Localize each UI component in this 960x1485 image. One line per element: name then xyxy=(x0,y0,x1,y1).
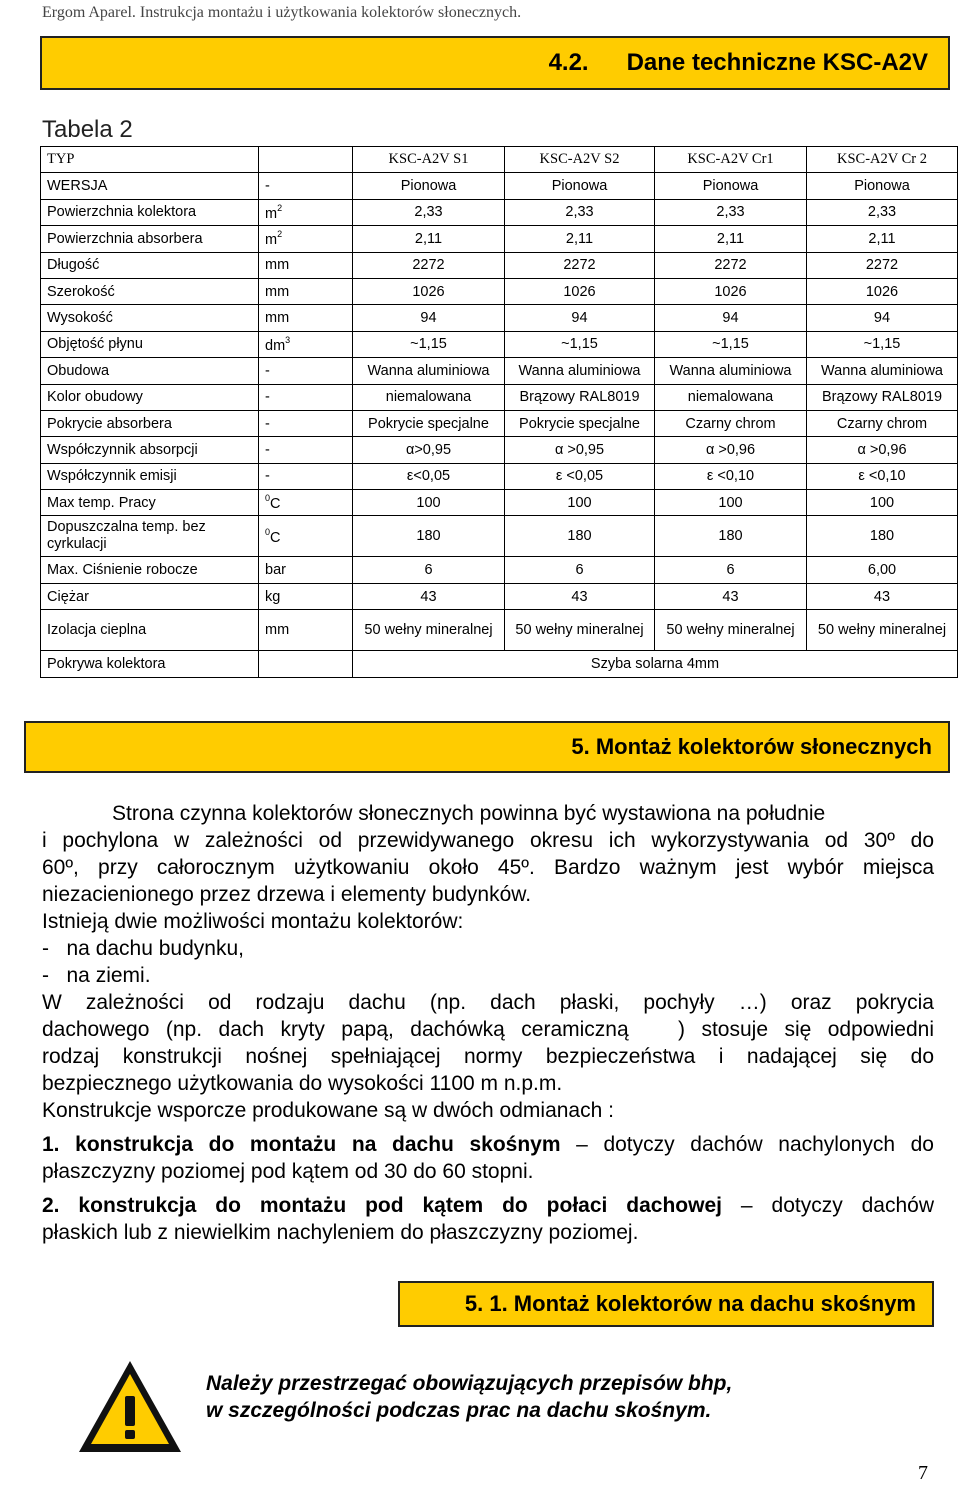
param-label: Współczynnik absorpcji xyxy=(41,437,259,463)
unit-cell: - xyxy=(259,384,353,410)
option-1 xyxy=(42,1131,934,1158)
value-cell: 1026 xyxy=(655,278,807,304)
param-label: Długość xyxy=(41,252,259,278)
unit-cell xyxy=(259,490,353,516)
value-cell: 2,11 xyxy=(353,226,505,252)
value-cell: 180 xyxy=(505,516,655,557)
paragraph-line: płaskich lub z niewielkim nachyleniem do płaszczyzny poziomej. xyxy=(42,1221,639,1244)
value-cell: 2272 xyxy=(655,252,807,278)
value-cell: α >0,96 xyxy=(655,437,807,463)
param-label: Objętość płynu xyxy=(41,331,259,357)
list-item: - na ziemi. xyxy=(42,964,151,987)
value-cell: ~1,15 xyxy=(807,331,958,357)
header-cell xyxy=(259,147,353,173)
value-cell: 180 xyxy=(655,516,807,557)
value-cell: 180 xyxy=(353,516,505,557)
value-cell: 43 xyxy=(807,583,958,609)
value-cell: Pionowa xyxy=(353,173,505,199)
option-2-title: 2. konstrukcja do montażu pod kątem do połaci dachowej xyxy=(42,1194,722,1217)
value-cell: 100 xyxy=(655,490,807,516)
value-cell: 1026 xyxy=(505,278,655,304)
header-cell: KSC-A2V Cr1 xyxy=(655,147,807,173)
value-cell: Czarny chrom xyxy=(655,410,807,436)
value-cell: niemalowana xyxy=(353,384,505,410)
unit-text: C xyxy=(270,529,281,546)
table-row xyxy=(41,651,958,677)
value-cell: 2,33 xyxy=(353,199,505,225)
paragraph-line: bezpiecznego użytkowania do wysokości 1100 m n.p.m. xyxy=(42,1072,563,1095)
paragraph-line: rodzaj konstrukcji nośnej spełniającej normy bezpieczeństwa i nadającej się do xyxy=(42,1045,934,1068)
unit-superscript: 0 xyxy=(265,526,271,537)
param-label: Obudowa xyxy=(41,358,259,384)
value-cell: 94 xyxy=(505,305,655,331)
value-cell: 100 xyxy=(505,490,655,516)
value-cell: 6 xyxy=(505,557,655,583)
value-cell: 6 xyxy=(655,557,807,583)
unit-cell: kg xyxy=(259,583,353,609)
table-row xyxy=(41,358,958,384)
section-title: 5. Montaż kolektorów słonecznych xyxy=(571,734,932,759)
value-cell: Wanna aluminiowa xyxy=(505,358,655,384)
list-item: - na dachu budynku, xyxy=(42,937,244,960)
value-cell: 6,00 xyxy=(807,557,958,583)
table-row xyxy=(41,583,958,609)
table-row xyxy=(41,226,958,252)
table-row xyxy=(41,516,958,557)
value-cell: 94 xyxy=(807,305,958,331)
warning-text xyxy=(206,1370,732,1424)
header-cell: KSC-A2V S2 xyxy=(505,147,655,173)
section-4-2-banner xyxy=(40,36,950,90)
value-cell: 50 wełny mineralnej xyxy=(505,610,655,651)
value-cell: Pionowa xyxy=(807,173,958,199)
unit-cell: - xyxy=(259,173,353,199)
value-cell: niemalowana xyxy=(655,384,807,410)
table-row xyxy=(41,331,958,357)
param-label: Ciężar xyxy=(41,583,259,609)
value-cell: 50 wełny mineralnej xyxy=(807,610,958,651)
unit-superscript: 2 xyxy=(277,229,283,240)
table-row xyxy=(41,305,958,331)
table-row xyxy=(41,490,958,516)
value-cell: 2,11 xyxy=(505,226,655,252)
paragraph-line: i pochylona w zależności od przewidywanego okresu ich wykorzystywania od 30º do xyxy=(42,829,934,852)
paragraph-line: niezacienionego przez drzewa i elementy budynków. xyxy=(42,883,532,906)
param-label: Szerokość xyxy=(41,278,259,304)
value-cell: ~1,15 xyxy=(655,331,807,357)
value-cell: Szyba solarna 4mm xyxy=(353,651,958,677)
value-cell: α >0,96 xyxy=(807,437,958,463)
warning-icon xyxy=(76,1358,184,1456)
value-cell: α >0,95 xyxy=(505,437,655,463)
unit-cell: - xyxy=(259,410,353,436)
header-cell: KSC-A2V Cr 2 xyxy=(807,147,958,173)
section-number: 4.2. xyxy=(548,49,589,76)
table-row xyxy=(41,463,958,489)
value-cell: 94 xyxy=(353,305,505,331)
unit-cell xyxy=(259,651,353,677)
value-cell: 2,33 xyxy=(505,199,655,225)
value-cell: 2272 xyxy=(353,252,505,278)
unit-cell: - xyxy=(259,358,353,384)
value-cell: 100 xyxy=(807,490,958,516)
value-cell: 43 xyxy=(655,583,807,609)
spec-table xyxy=(40,146,958,678)
table-row xyxy=(41,252,958,278)
option-1-title: 1. konstrukcja do montażu na dachu skośnym xyxy=(42,1133,561,1156)
value-cell: 100 xyxy=(353,490,505,516)
section-title: Dane techniczne KSC-A2V xyxy=(626,49,928,76)
unit-cell: bar xyxy=(259,557,353,583)
param-label: Izolacja cieplna xyxy=(41,610,259,651)
unit-cell xyxy=(259,226,353,252)
value-cell: 2,33 xyxy=(807,199,958,225)
table-row xyxy=(41,437,958,463)
paragraph-line: Konstrukcje wsporcze produkowane są w dwóch odmianach : xyxy=(42,1099,614,1122)
header-cell: TYP xyxy=(41,147,259,173)
value-cell: 2,33 xyxy=(655,199,807,225)
warning-line: w szczególności podczas prac na dachu skośnym. xyxy=(206,1399,712,1422)
value-cell: 2,11 xyxy=(655,226,807,252)
value-cell: ε<0,05 xyxy=(353,463,505,489)
value-cell: 2272 xyxy=(807,252,958,278)
unit-cell xyxy=(259,331,353,357)
value-cell: 2272 xyxy=(505,252,655,278)
header-cell: KSC-A2V S1 xyxy=(353,147,505,173)
value-cell: 50 wełny mineralnej xyxy=(655,610,807,651)
unit-cell: mm xyxy=(259,278,353,304)
option-2 xyxy=(42,1192,934,1219)
unit-cell xyxy=(259,199,353,225)
param-label: Max temp. Pracy xyxy=(41,490,259,516)
table-caption: Tabela 2 xyxy=(42,116,133,143)
param-label: Powierzchnia absorbera xyxy=(41,226,259,252)
value-cell: Pionowa xyxy=(655,173,807,199)
section-title: 5. 1. Montaż kolektorów na dachu skośnym xyxy=(464,1291,916,1316)
running-header: Ergom Aparel. Instrukcja montażu i użytkowania kolektorów słonecznych. xyxy=(42,4,522,21)
value-cell: 180 xyxy=(807,516,958,557)
paragraph-line: W zależności od rodzaju dachu (np. dach płaski, pochyły …) oraz pokrycia xyxy=(42,991,934,1014)
value-cell: Pionowa xyxy=(505,173,655,199)
unit-text: m xyxy=(265,205,278,222)
unit-cell: mm xyxy=(259,305,353,331)
section-5-banner xyxy=(24,721,950,773)
table-row xyxy=(41,278,958,304)
param-label: Pokrycie absorbera xyxy=(41,410,259,436)
value-cell: ~1,15 xyxy=(505,331,655,357)
unit-cell: - xyxy=(259,463,353,489)
paragraph-line: dachowego (np. dach kryty papą, dachówką ceramiczną ) stosuje się odpowiedni xyxy=(42,1018,934,1041)
unit-superscript: 2 xyxy=(277,202,283,213)
table-row xyxy=(41,173,958,199)
option-2-text: – dotyczy dachów xyxy=(721,1194,935,1217)
value-cell: α>0,95 xyxy=(353,437,505,463)
value-cell: Brązowy RAL8019 xyxy=(505,384,655,410)
section-5-1-banner xyxy=(398,1281,934,1327)
param-label: WERSJA xyxy=(41,173,259,199)
paragraph-line: płaszczyzny poziomej pod kątem od 30 do 60 stopni. xyxy=(42,1160,534,1183)
option-1-text: – dotyczy dachów nachylonych do xyxy=(560,1133,934,1156)
value-cell: Brązowy RAL8019 xyxy=(807,384,958,410)
paragraph-line: Strona czynna kolektorów słonecznych powinna być wystawiona na południe xyxy=(112,802,826,825)
page-number: 7 xyxy=(918,1462,928,1484)
value-cell: Wanna aluminiowa xyxy=(353,358,505,384)
unit-cell: mm xyxy=(259,252,353,278)
param-label: Powierzchnia kolektora xyxy=(41,199,259,225)
value-cell: ~1,15 xyxy=(353,331,505,357)
value-cell: ε <0,10 xyxy=(807,463,958,489)
table-row xyxy=(41,410,958,436)
value-cell: 43 xyxy=(505,583,655,609)
value-cell: Czarny chrom xyxy=(807,410,958,436)
value-cell: 6 xyxy=(353,557,505,583)
value-cell: 50 wełny mineralnej xyxy=(353,610,505,651)
value-cell: Pokrycie specjalne xyxy=(353,410,505,436)
unit-superscript: 3 xyxy=(285,334,291,345)
param-label: Pokrywa kolektora xyxy=(41,651,259,677)
unit-superscript: 0 xyxy=(265,493,271,504)
value-cell: Pokrycie specjalne xyxy=(505,410,655,436)
param-label: Kolor obudowy xyxy=(41,384,259,410)
value-cell: 1026 xyxy=(807,278,958,304)
value-cell: 1026 xyxy=(353,278,505,304)
warning-line: Należy przestrzegać obowiązujących przepisów bhp, xyxy=(206,1372,733,1395)
unit-text: dm xyxy=(265,337,286,354)
unit-cell: - xyxy=(259,437,353,463)
paragraph-line: Istnieją dwie możliwości montażu kolektorów: xyxy=(42,910,464,933)
table-row xyxy=(41,384,958,410)
param-label: Wysokość xyxy=(41,305,259,331)
value-cell: Wanna aluminiowa xyxy=(655,358,807,384)
value-cell: 2,11 xyxy=(807,226,958,252)
param-label: Dopuszczalna temp. bez cyrkulacji xyxy=(41,516,259,557)
table-row xyxy=(41,199,958,225)
value-cell: 94 xyxy=(655,305,807,331)
param-label: Współczynnik emisji xyxy=(41,463,259,489)
table-row xyxy=(41,610,958,651)
value-cell: ε <0,10 xyxy=(655,463,807,489)
param-label: Max. Ciśnienie robocze xyxy=(41,557,259,583)
unit-text: m xyxy=(265,232,278,249)
value-cell: 43 xyxy=(353,583,505,609)
table-header-row xyxy=(41,147,958,173)
value-cell: Wanna aluminiowa xyxy=(807,358,958,384)
body-text xyxy=(42,800,934,1246)
paragraph-line: 60º, przy całorocznym użytkowaniu około 45º. Bardzo ważnym jest wybór miejsca xyxy=(42,856,934,879)
table-row xyxy=(41,557,958,583)
value-cell: ε <0,05 xyxy=(505,463,655,489)
unit-text: C xyxy=(270,496,281,513)
unit-cell: mm xyxy=(259,610,353,651)
unit-cell xyxy=(259,516,353,557)
